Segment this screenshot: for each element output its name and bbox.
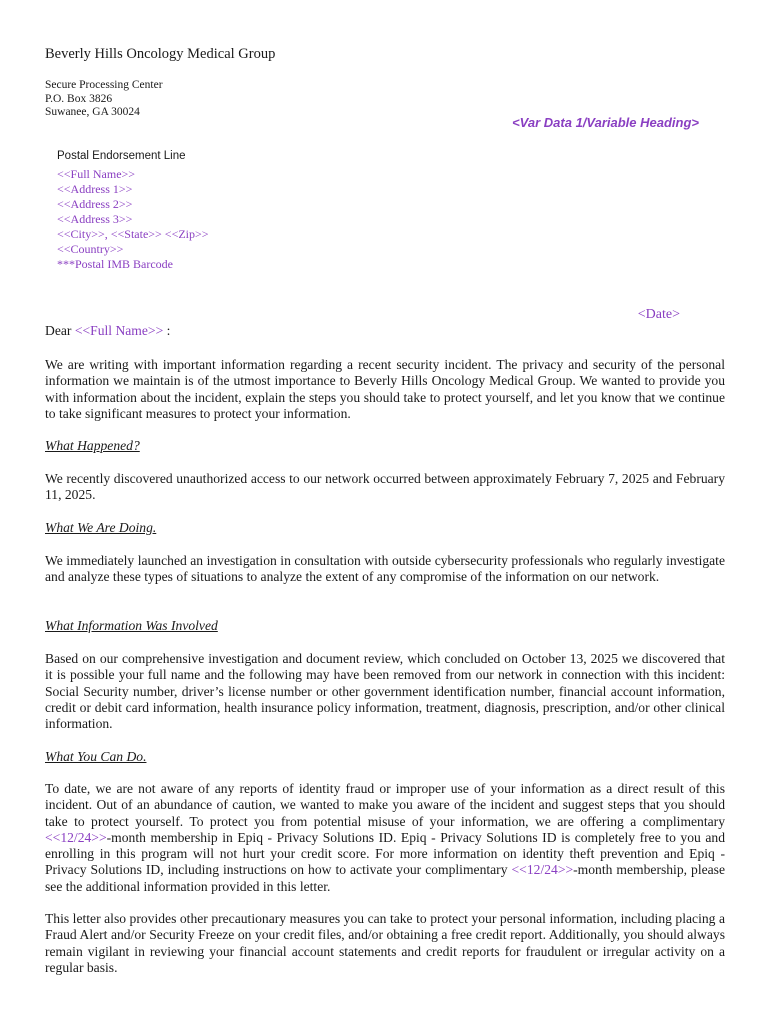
- postal-endorsement-line: Postal Endorsement Line: [57, 150, 186, 162]
- what-information-heading: What Information Was Involved: [45, 618, 218, 633]
- return-address: [45, 79, 163, 120]
- months-variable: <<12/24>>: [511, 862, 574, 878]
- salutation-suffix: :: [163, 323, 171, 338]
- months-variable: <<12/24>>: [45, 829, 107, 845]
- salutation: [45, 323, 725, 339]
- processing-center: Secure Processing Center: [45, 79, 163, 91]
- recipient-address-block: [57, 167, 209, 272]
- recipient-address-3: <<Address 3>>: [57, 212, 133, 226]
- what-you-can-do-heading: What You Can Do.: [45, 749, 147, 764]
- recipient-address-2: <<Address 2>>: [57, 197, 133, 211]
- recipient-address-1: <<Address 1>>: [57, 182, 133, 196]
- sender-city-state-zip: Suwanee, GA 30024: [45, 106, 140, 118]
- cando-p1-part-c: -month membership, please see the additional information provided in this letter.: [45, 862, 725, 894]
- variable-heading: <Var Data 1/Variable Heading>: [512, 115, 699, 130]
- what-we-are-doing-text: We immediately launched an investigation in consultation with outside cybersecurity professionals who regularly investigate and analyze these types of situations to analyze the extent of any compromise of the information on our network.: [45, 553, 725, 585]
- letter-date: <Date>: [637, 307, 680, 322]
- what-we-are-doing-heading: What We Are Doing.: [45, 520, 157, 535]
- cando-p1-part-a: To date, we are not aware of any reports of identity fraud or improper use of your information as a direct result of this incident. Out of an abundance of caution, we wanted to make you aware of the incident and suggest steps that you should take to protect yourself. To protect you from potential misuse of your information, we are offering a complimentary: [45, 781, 725, 829]
- intro-paragraph: We are writing with important information regarding a recent security incident. The privacy and security of the personal information we maintain is of the utmost importance to Beverly Hills Oncology Medical Group. We wanted to provide you with information about the incident, explain the steps you should take to protect yourself, and let you know that we continue to take significant measures to protect your information.: [45, 357, 725, 421]
- salutation-dear: Dear: [45, 323, 75, 338]
- recipient-full-name: <<Full Name>>: [57, 167, 136, 181]
- sender-org-name: Beverly Hills Oncology Medical Group: [45, 46, 276, 62]
- recipient-city-state-zip: <<City>>, <<State>> <<Zip>>: [57, 227, 209, 241]
- postal-imb-barcode: ***Postal IMB Barcode: [57, 257, 173, 271]
- what-you-can-do-paragraph-1: [45, 781, 725, 895]
- what-happened-heading: What Happened?: [45, 438, 140, 453]
- what-you-can-do-paragraph-2: This letter also provides other precautionary measures you can take to protect your personal information, including placing a Fraud Alert and/or Security Freeze on your credit files, and/or obtaining a free credit report. Additionally, you should always remain vigilant in reviewing your financial account statements and credit reports for fraudulent or irregular activity on a regular basis.: [45, 911, 725, 975]
- salutation-name: <<Full Name>>: [74, 323, 164, 338]
- what-information-text: Based on our comprehensive investigation and document review, which concluded on October 13, 2025 we discovered that it is possible your full name and the following may have been removed from our network in connection with this incident: Social Security number, driver’s license number or other government identification number, financial account information, credit or debit card information, health insurance policy information, treatment, diagnosis, prescription, and/or other clinical information.: [45, 651, 725, 732]
- what-happened-text: We recently discovered unauthorized access to our network occurred between approximately February 7, 2025 and February 11, 2025.: [45, 471, 725, 503]
- cando-p1-part-b: -month membership in Epiq - Privacy Solutions ID. Epiq - Privacy Solutions ID is completely free to you and enrolling in this program will not hurt your credit score. For more information on identity theft prevention and Epiq - Privacy Solutions ID, including instructions on how to activate your complimentary: [45, 829, 725, 878]
- po-box: P.O. Box 3826: [45, 92, 113, 105]
- recipient-country: <<Country>>: [57, 242, 124, 256]
